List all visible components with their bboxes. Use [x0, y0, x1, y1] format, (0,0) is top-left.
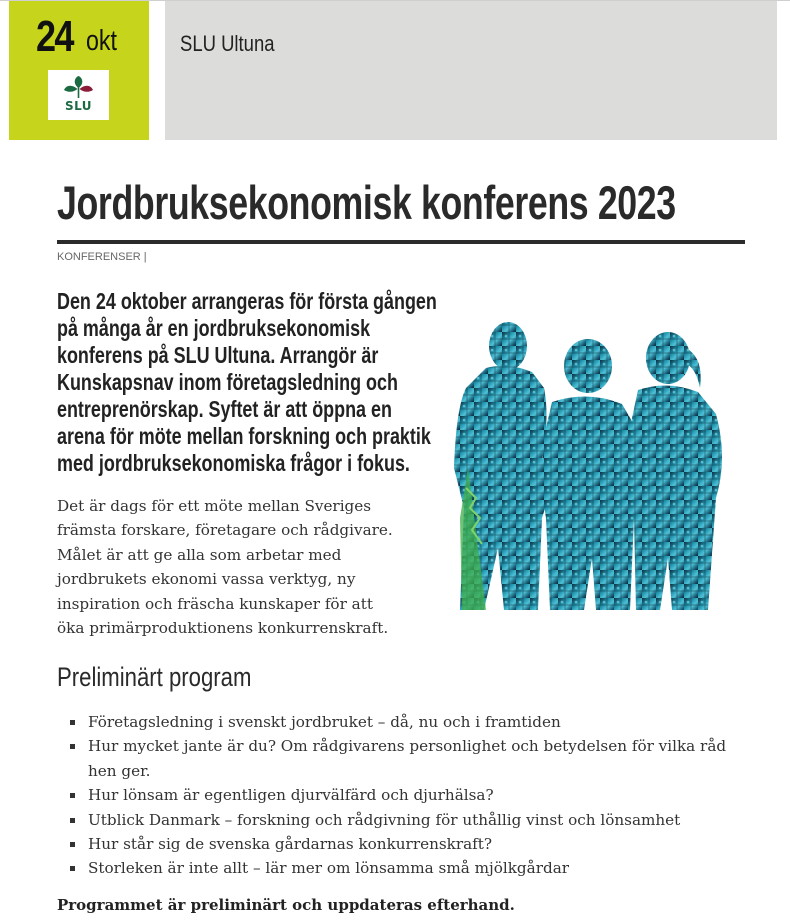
body-line: Det är dags för ett möte mellan Sveriges [57, 497, 372, 515]
slu-leaf-logo-icon [48, 72, 109, 102]
event-day: 24 [36, 12, 73, 61]
slu-logo [48, 70, 109, 120]
event-month: okt [86, 25, 117, 57]
body-line: Målet är att ge alla som arbetar med [57, 545, 342, 564]
program-item [70, 832, 726, 856]
program-item-text: Företagsledning i svenskt jordbruket – då, nu och i framtiden [88, 713, 561, 731]
lead-line: Kunskapsnav inom företagsledning och [57, 369, 398, 395]
program-heading: Preliminärt program [57, 662, 252, 692]
body-line: främsta forskare, företagare och rådgivare. [57, 521, 393, 540]
body-line: jordbrukets ekonomi vassa verktyg, ny [57, 570, 356, 589]
silhouette-person-middle [542, 339, 639, 610]
program-item-text: Hur står sig de svenska gårdarnas konkurrenskraft? [88, 835, 493, 854]
program-note: Programmet är preliminärt och uppdateras efterhand. [57, 896, 515, 914]
bullet-icon [70, 842, 75, 847]
program-item-text: Utblick Danmark – forskning och rådgivning för uthållig vinst och lönsamhet [88, 810, 681, 829]
program-item [70, 783, 726, 807]
program-item [70, 856, 726, 880]
silhouette-person-left [454, 322, 554, 610]
program-item-text: hen ger. [88, 761, 151, 780]
program-item-text: Hur mycket jante är du? Om rådgivarens personlighet och betydelsen för vilka råd [88, 737, 727, 756]
bullet-icon [70, 744, 75, 749]
program-list [70, 710, 726, 881]
bullet-icon [70, 720, 75, 725]
program-item-text: Hur lönsam är egentligen djurvälfärd och djurhälsa? [88, 786, 494, 805]
bullet-icon [70, 793, 75, 798]
program-item-text: Storleken är inte allt – lär mer om lönsamma små mjölkgårdar [88, 859, 570, 878]
logo-text: SLU [64, 99, 93, 113]
program-item [70, 710, 726, 734]
lead-line: Den 24 oktober arrangeras för första gången [57, 288, 437, 314]
silhouette-person-right [629, 332, 722, 610]
title-divider [57, 240, 745, 244]
body-paragraph [57, 494, 393, 640]
event-date-box [9, 1, 149, 140]
program-item [70, 734, 726, 783]
bullet-icon [70, 866, 75, 871]
bullet-icon [70, 818, 75, 823]
body-line: öka primärproduktionens konkurrenskraft. [57, 619, 389, 638]
page-title: Jordbruksekonomisk konferens 2023 [57, 176, 676, 229]
lead-line: entreprenörskap. Syftet är att öppna en [57, 396, 392, 422]
hero-silhouette-image [446, 318, 740, 612]
body-line: inspiration och fräscha kunskaper för att [57, 594, 373, 613]
event-header [165, 1, 777, 140]
lead-line: konferens på SLU Ultuna. Arrangör är [57, 342, 379, 368]
program-item [70, 808, 726, 832]
event-location: SLU Ultuna [180, 31, 275, 56]
lead-line: med jordbruksekonomiska frågor i fokus. [57, 450, 410, 476]
lead-line: arena för möte mellan forskning och praktik [57, 423, 431, 449]
category-link[interactable]: KONFERENSER | [57, 251, 147, 263]
lead-line: på många år en jordbruksekonomisk [57, 315, 371, 341]
